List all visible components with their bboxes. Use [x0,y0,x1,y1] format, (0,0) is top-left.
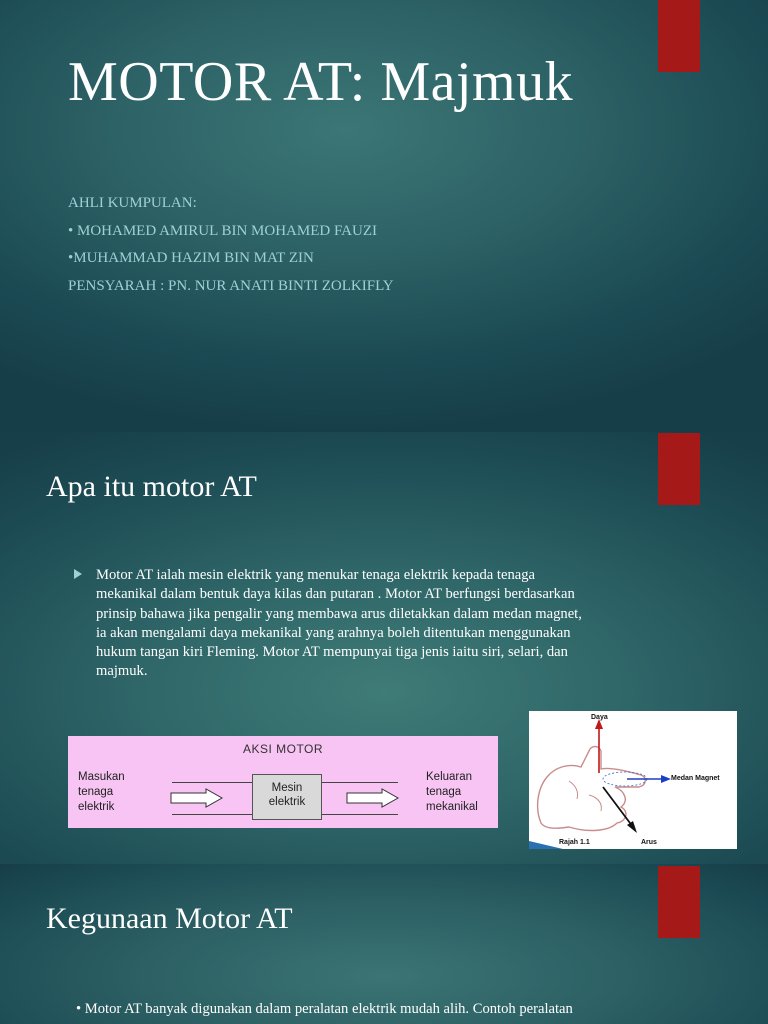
red-accent-tab [658,866,700,938]
slide-title-heading: MOTOR AT: Majmuk [68,51,574,113]
triangle-bullet-icon [74,569,82,579]
machine-box: Mesin elektrik [252,774,322,820]
right-arrow-icon [170,788,224,808]
red-accent-tab [658,433,700,505]
slide-definition [0,432,768,864]
member-item: •MUHAMMAD HAZIM BIN MAT ZIN [68,250,314,266]
slide-usage [0,864,768,1024]
member-item: • MOHAMED AMIRUL BIN MOHAMED FAUZI [68,222,378,239]
members-label: AHLI KUMPULAN: [68,195,197,211]
current-label: Arus [641,839,657,846]
slide-heading: Apa itu motor AT [46,470,257,503]
force-label: Daya [591,714,608,721]
figure-caption: Rajah 1.1 [559,839,590,846]
red-accent-tab [658,0,700,72]
definition-paragraph: Motor AT ialah mesin elektrik yang menukar tenaga elektrik kepada tenaga mekanikal dalam bentuk daya kilas dan putaran . Motor AT berfungsi berdasarkan prinsip bahawa jika pengalir yang membawa arus diletakkan dalam medan magnet, ia akan mengalami daya mekanikal yang arahnya boleh ditentukan menggunakan hukum tangan kiri Fleming. Motor AT mempunyai tiga jenis iaitu siri, selari, dan majmuk. [96,567,582,680]
diagram-title: AKSI MOTOR [242,742,324,756]
group-members-list [68,190,394,300]
slide-heading: Kegunaan Motor AT [46,902,293,935]
aksi-motor-diagram [68,736,498,828]
lecturer-item: PENSYARAH : PN. NUR ANATI BINTI ZOLKIFLY [68,277,394,294]
usage-paragraph: • Motor AT banyak digunakan dalam peralatan elektrik mudah alih. Contoh peralatan [76,1001,573,1017]
input-label: Masukan tenaga elektrik [78,771,125,813]
magnetic-field-label: Medan Magnet [671,775,720,782]
fleming-left-hand-diagram [529,711,737,849]
slide-title [0,0,768,432]
bullet-point [74,566,594,682]
right-arrow-icon [346,788,400,808]
output-label: Keluaran tenaga mekanikal [426,771,478,813]
